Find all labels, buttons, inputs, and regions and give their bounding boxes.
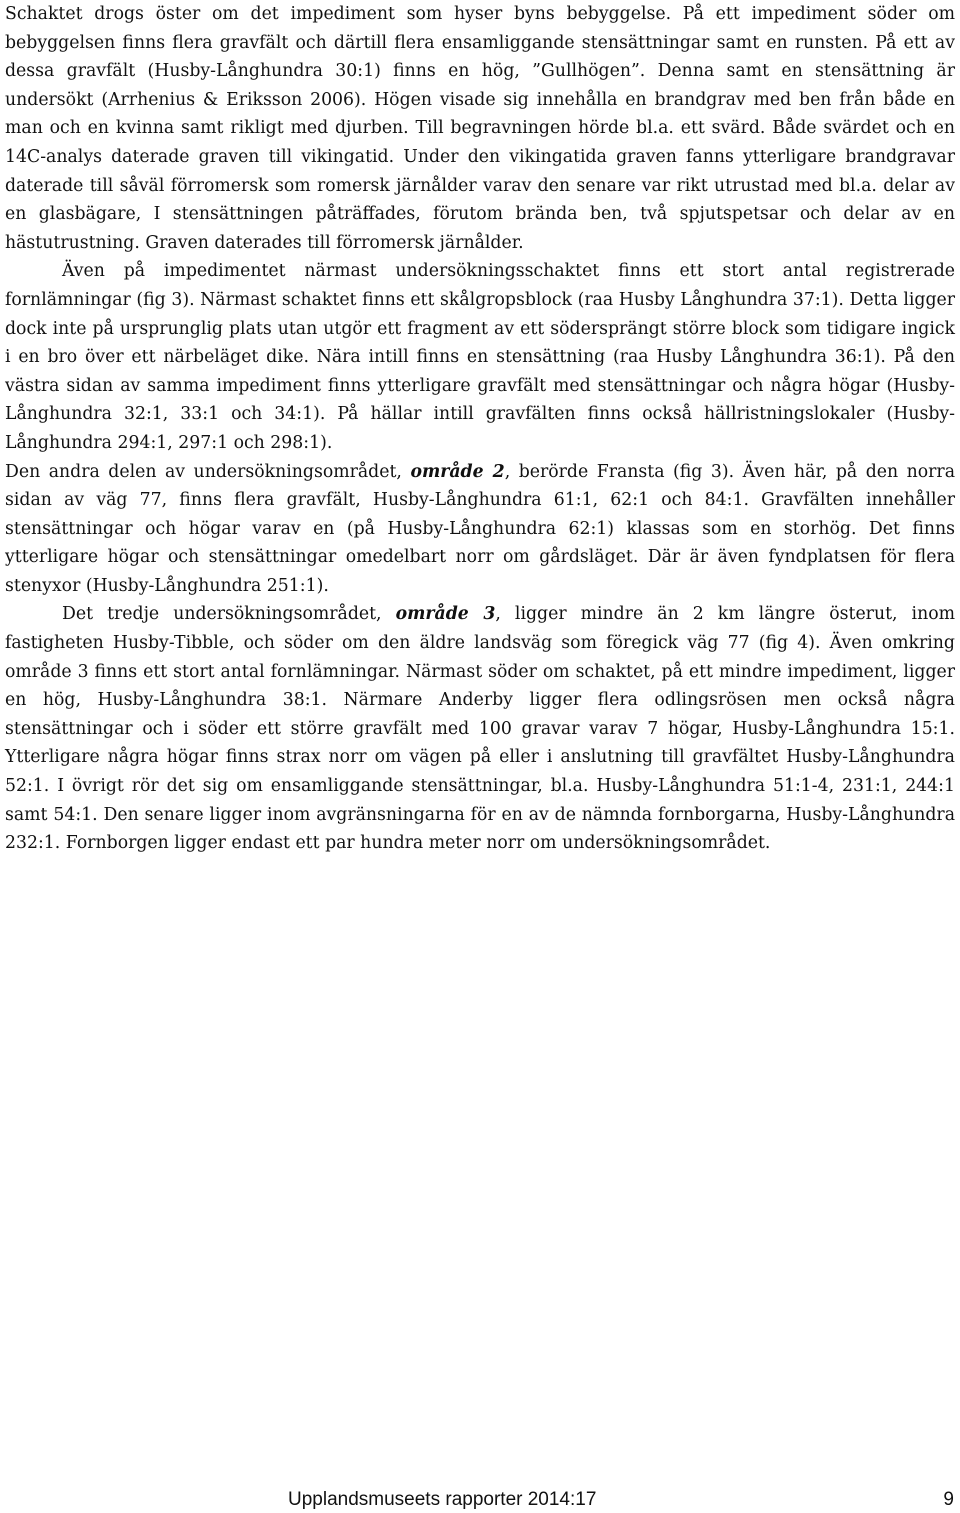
footer-page-number: 9 <box>943 1489 954 1510</box>
paragraph-omrade-2-lead: Den andra delen av undersökningsområdet, <box>5 461 411 482</box>
paragraph-gullhogen: Schaktet drogs öster om det impediment som hyser byns bebyggelse. På ett impediment söder om bebyggelsen finns flera gravfält och därtill flera ensamliggande stensättningar samt en runsten. På ett av dessa gravfält (Husby-Långhundra 30:1) finns en hög, ”Gullhögen”. Denna samt en stensättning är undersökt (Arrhenius & Eriksson 2006). Högen visade sig innehålla en brandgrav med ben från både en man och en kvinna samt rikligt med djurben. Till begravningen hörde bl.a. ett svärd. Både svärdet och en 14C-analys daterade graven till vikingatid. Under den vikingatida graven fanns ytterligare brandgravar daterade till såväl förromersk som romersk järnålder varav den senare var rikt utrustad med bl.a. delar av en glasbägare, I stensättningen påträffades, förutom brända ben, två spjutspetsar och delar av en hästutrustning. Graven daterades till förromersk järnålder. <box>5 4 955 253</box>
paragraph-omrade-2 <box>5 458 955 601</box>
paragraph-omrade-3-rest: , ligger mindre än 2 km längre österut, inom fastigheten Husby-Tibble, och söder om den äldre landsväg som föregick väg 77 (fig 4). Även omkring område 3 finns ett stort antal fornlämningar. Närmast söder om schaktet, på ett mindre impediment, ligger en hög, Husby-Långhundra 38:1. Närmare Anderby ligger flera odlingsrösen men också några stensättningar och i söder ett större gravfält med 100 gravar varav 7 högar, Husby-Långhundra 15:1. Ytterligare några högar finns strax norr om vägen på eller i anslutning till gravfältet Husby-Långhundra 52:1. I övrigt rör det sig om ensamliggande stensättningar, bl.a. Husby-Långhundra 51:1-4, 231:1, 244:1 samt 54:1. Den senare ligger inom avgränsningarna för en av de nämnda fornborgarna, Husby-Långhundra 232:1. Fornborgen ligger endast ett par hundra meter norr om undersökningsområdet. <box>5 604 956 854</box>
area-name-omrade-3: område 3 <box>395 604 496 625</box>
paragraph-omrade-3 <box>5 600 955 857</box>
paragraph-omrade-2-rest: , berörde Fransta (fig 3). Även här, på den norra sidan av väg 77, finns flera gravfält, Husby-Långhundra 61:1, 62:1 och 84:1. Gravfälten innehåller stensättningar och högar varav en (på Husby-Långhundra 62:1) klassas som en storhög. Det finns ytterligare högar och stensättningar omedelbart norr om gårdsläget. Där är även fyndplatsen för flera stenyxor (Husby-Långhundra 251:1). <box>5 461 955 596</box>
paragraph-omrade-3-lead: Det tredje undersökningsområdet, <box>62 604 396 625</box>
area-name-omrade-2: område 2 <box>410 461 505 482</box>
paragraph-impediment-fornlamningar: Även på impedimentet närmast undersökningsschaktet finns ett stort antal registrerade fornlämningar (fig 3). Närmast schaktet finns ett skålgropsblock (raa Husby Långhundra 37:1). Detta ligger dock inte på ursprunglig plats utan utgör ett fragment av ett södersprängt större block som tidigare ingick i en bro över ett närbeläget dike. Nära intill finns en stensättning (raa Husby Långhundra 36:1). På den västra sidan av samma impediment finns ytterligare gravfält med stensättningar och några högar (Husby-Långhundra 32:1, 33:1 och 34:1). På hällar intill gravfälten finns också hällristningslokaler (Husby-Långhundra 294:1, 297:1 och 298:1). <box>5 261 955 453</box>
report-body-text <box>5 0 955 858</box>
footer-publication-title: Upplandsmuseets rapporter 2014:17 <box>288 1489 597 1510</box>
